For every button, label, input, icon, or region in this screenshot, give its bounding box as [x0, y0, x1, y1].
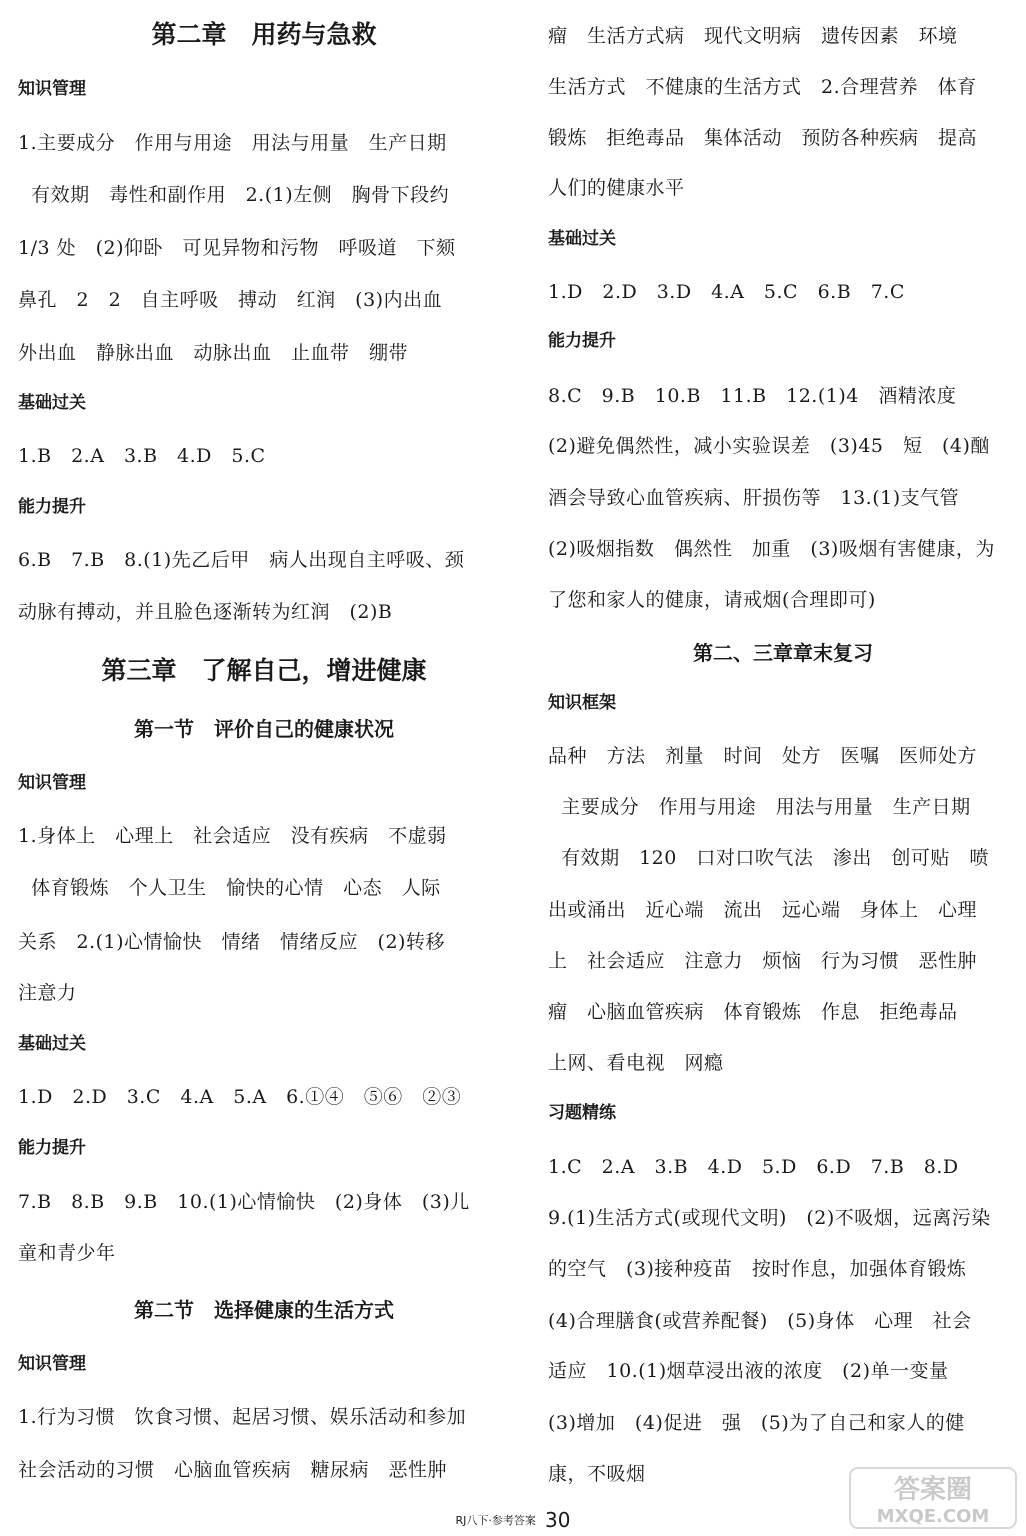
sec2-ability-line: (2)吸烟指数 偶然性 加重 (3)吸烟有害健康，为 — [548, 538, 995, 560]
page-number: 30 — [545, 1508, 571, 1532]
ch2-knowledge-label: 知识管理 — [18, 79, 86, 99]
review-framework-line: 上 社会适应 注意力 烦恼 行为习惯 恶性肿 — [548, 950, 978, 972]
review-exercise-line: 适应 10.(1)烟草浸出液的浓度 (2)单一变量 — [548, 1360, 949, 1382]
sec1-ability-line: 童和青少年 — [18, 1242, 116, 1264]
sec2-basic-label: 基础过关 — [548, 229, 616, 249]
review-exercise-line: (4)合理膳食(或营养配餐) (5)身体 心理 社会 — [548, 1310, 972, 1332]
ch2-knowledge-line: 1.主要成分 作用与用途 用法与用量 生产日期 — [18, 132, 447, 154]
sec2-ability-line: 8.C 9.B 10.B 11.B 12.(1)4 酒精浓度 — [548, 385, 957, 407]
review-framework-line: 瘤 心脑血管疾病 体育锻炼 作息 拒绝毒品 — [548, 1001, 958, 1023]
ch2-basic-label: 基础过关 — [18, 393, 86, 413]
section1-title: 第一节 评价自己的健康状况 — [134, 717, 394, 741]
sec2-ability-line: 酒会导致心血管疾病、肝损伤等 13.(1)支气管 — [548, 487, 960, 509]
review-exercise-line: 康，不吸烟 — [548, 1463, 646, 1485]
ch2-ability-line: 动脉有搏动，并且脸色逐渐转为红润 (2)B — [18, 601, 393, 623]
review-exercise-line: 的空气 (3)接种疫苗 按时作息，加强体育锻炼 — [548, 1258, 967, 1280]
sec1-knowledge-line: 注意力 — [18, 982, 77, 1004]
sec1-ability-label: 能力提升 — [18, 1138, 86, 1158]
sec1-knowledge-line: 1.身体上 心理上 社会适应 没有疾病 不虚弱 — [18, 825, 447, 847]
review-title: 第二、三章章末复习 — [693, 641, 873, 665]
ch2-knowledge-line: 1/3 处 (2)仰卧 可见异物和污物 呼吸道 下颏 — [18, 237, 456, 259]
review-framework-line: 出或涌出 近心端 流出 远心端 身体上 心理 — [548, 899, 978, 921]
sec2-knowledge-line: 社会活动的习惯 心脑血管疾病 糖尿病 恶性肿 — [18, 1459, 448, 1481]
watermark-bottom-text: MXQE.COM — [876, 1506, 990, 1527]
sec2-ability-line: (2)避免偶然性，减小实验误差 (3)45 短 (4)酗 — [548, 435, 990, 457]
sec2-ability-label: 能力提升 — [548, 331, 616, 351]
review-framework-line: 主要成分 作用与用途 用法与用量 生产日期 — [548, 796, 971, 818]
sec2-knowledge-line: 1.行为习惯 饮食习惯、起居习惯、娱乐活动和参加 — [18, 1406, 467, 1428]
footer-label: RJ八下·参考答案 — [455, 1514, 536, 1527]
sec1-knowledge-label: 知识管理 — [18, 773, 86, 793]
sec2-cont-line: 生活方式 不健康的生活方式 2.合理营养 体育 — [548, 76, 977, 98]
chapter3-title: 第三章 了解自己，增进健康 — [101, 656, 427, 685]
review-framework-line: 有效期 120 口对口吹气法 渗出 创可贴 喷 — [548, 847, 989, 869]
ch2-ability-line: 6.B 7.B 8.(1)先乙后甲 病人出现自主呼吸、颈 — [18, 549, 465, 571]
sec2-cont-line: 人们的健康水平 — [548, 177, 685, 199]
review-framework-label: 知识框架 — [548, 693, 616, 713]
sec1-basic-label: 基础过关 — [18, 1034, 86, 1054]
review-framework-line: 上网、看电视 网瘾 — [548, 1052, 724, 1074]
watermark-top-text: 答案圈 — [893, 1475, 973, 1505]
sec2-basic-answers: 1.D 2.D 3.D 4.A 5.C 6.B 7.C — [548, 281, 905, 303]
sec1-ability-line: 7.B 8.B 9.B 10.(1)心情愉快 (2)身体 (3)儿 — [18, 1191, 470, 1213]
sec2-ability-line: 了您和家人的健康，请戒烟(合理即可) — [548, 589, 876, 611]
ch2-knowledge-line: 鼻孔 2 2 自主呼吸 搏动 红润 (3)内出血 — [18, 289, 443, 311]
chapter2-title: 第二章 用药与急救 — [151, 20, 377, 49]
ch2-knowledge-line: 有效期 毒性和副作用 2.(1)左侧 胸骨下段约 — [18, 184, 450, 206]
review-exercise-line: (3)增加 (4)促进 强 (5)为了自己和家人的健 — [548, 1412, 965, 1434]
sec2-knowledge-label: 知识管理 — [18, 1354, 86, 1374]
review-exercise-label: 习题精练 — [548, 1103, 616, 1123]
review-framework-line: 品种 方法 剂量 时间 处方 医嘱 医师处方 — [548, 745, 978, 767]
sec2-cont-line: 锻炼 拒绝毒品 集体活动 预防各种疾病 提高 — [548, 127, 978, 149]
ch2-basic-answers: 1.B 2.A 3.B 4.D 5.C — [18, 445, 266, 467]
review-exercise-line: 9.(1)生活方式(或现代文明) (2)不吸烟，远离污染 — [548, 1207, 991, 1229]
ch2-ability-label: 能力提升 — [18, 497, 86, 517]
watermark-logo — [848, 1466, 1018, 1530]
sec1-knowledge-line: 关系 2.(1)心情愉快 情绪 情绪反应 (2)转移 — [18, 931, 445, 953]
section2-title: 第二节 选择健康的生活方式 — [134, 1298, 394, 1322]
sec1-basic-answers: 1.D 2.D 3.C 4.A 5.A 6.①④ ⑤⑥ ②③ — [18, 1086, 462, 1108]
ch2-knowledge-line: 外出血 静脉出血 动脉出血 止血带 绷带 — [18, 342, 409, 364]
sec2-cont-line: 瘤 生活方式病 现代文明病 遗传因素 环境 — [548, 25, 958, 47]
sec1-knowledge-line: 体育锻炼 个人卫生 愉快的心情 心态 人际 — [18, 877, 441, 899]
review-exercise-line: 1.C 2.A 3.B 4.D 5.D 6.D 7.B 8.D — [548, 1156, 959, 1178]
